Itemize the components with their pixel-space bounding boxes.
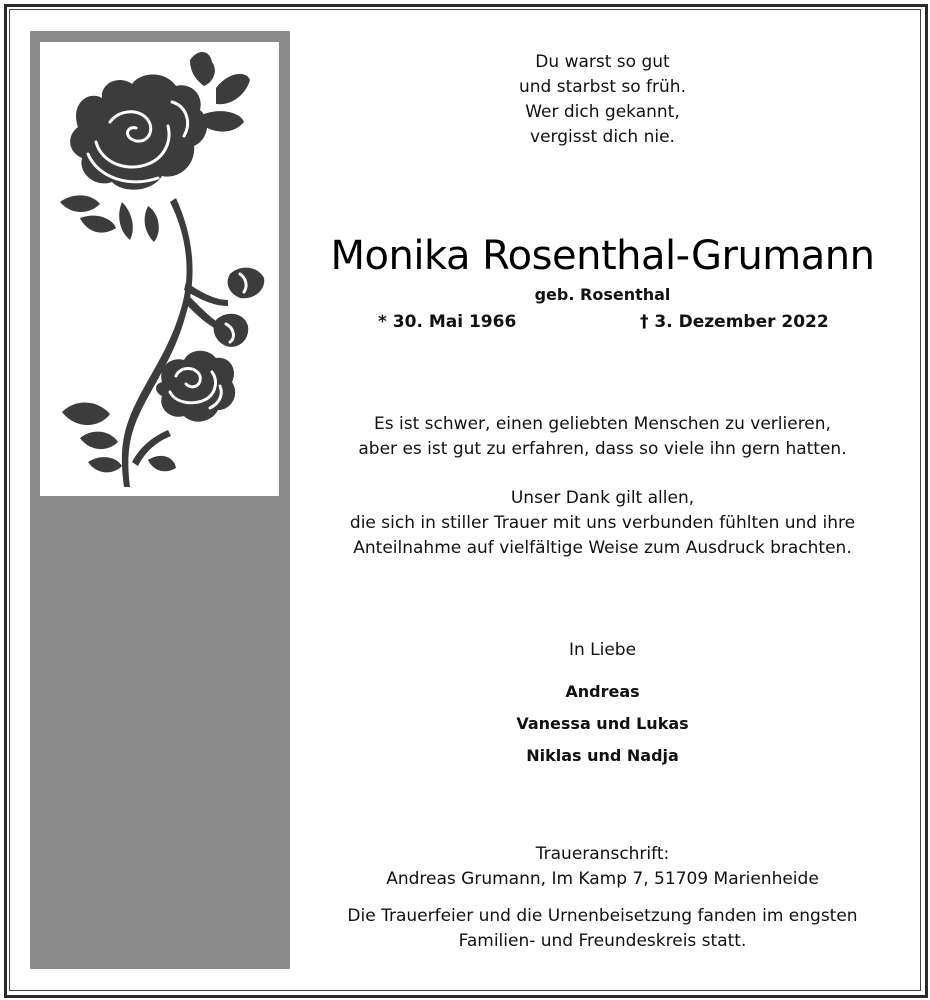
death-date: † 3. Dezember 2022	[640, 312, 829, 332]
poem-line: Du warst so gut	[535, 52, 670, 72]
birth-date: * 30. Mai 1966	[378, 312, 517, 332]
mourning-address	[300, 842, 905, 892]
deceased-name: Monika Rosenthal-Grumann	[330, 233, 875, 279]
sentence-line: aber es ist gut zu erfahren, dass so viele ihn gern hatten.	[358, 439, 847, 459]
mourner-name: Niklas und Nadja	[526, 746, 679, 765]
sentence-line: Es ist schwer, einen geliebten Menschen zu verlieren,	[374, 414, 831, 434]
rose-illustration	[40, 42, 279, 496]
poem-line: vergisst dich nie.	[530, 127, 675, 147]
address-line: Andreas Grumann, Im Kamp 7, 51709 Marienheide	[386, 869, 819, 889]
maiden-name: geb. Rosenthal	[534, 285, 671, 304]
ceremony-line: Familien- und Freundeskreis statt.	[458, 931, 747, 951]
thanks-line: Unser Dank gilt allen,	[510, 488, 695, 508]
poem	[300, 50, 905, 150]
mourner-name: Andreas	[565, 682, 640, 701]
mourner-name: Vanessa und Lukas	[516, 714, 689, 733]
obituary-content	[300, 0, 905, 1000]
ceremony-note	[300, 904, 905, 954]
address-label: Traueranschrift:	[535, 844, 670, 864]
rose-icon	[40, 42, 279, 496]
life-dates	[300, 310, 905, 334]
thanks-line: die sich in stiller Trauer mit uns verbunden fühlten und ihre	[349, 513, 856, 533]
thanks-paragraph	[300, 486, 905, 561]
condolence-sentence	[300, 412, 905, 462]
poem-line: und starbst so früh.	[519, 77, 686, 97]
thanks-line: Anteilnahme auf vielfältige Weise zum Ausdruck brachten.	[353, 538, 852, 558]
in-love-label: In Liebe	[568, 640, 637, 660]
mourner-list	[300, 676, 905, 772]
poem-line: Wer dich gekannt,	[525, 102, 680, 122]
ceremony-line: Die Trauerfeier und die Urnenbeisetzung fanden im engsten	[347, 906, 858, 926]
